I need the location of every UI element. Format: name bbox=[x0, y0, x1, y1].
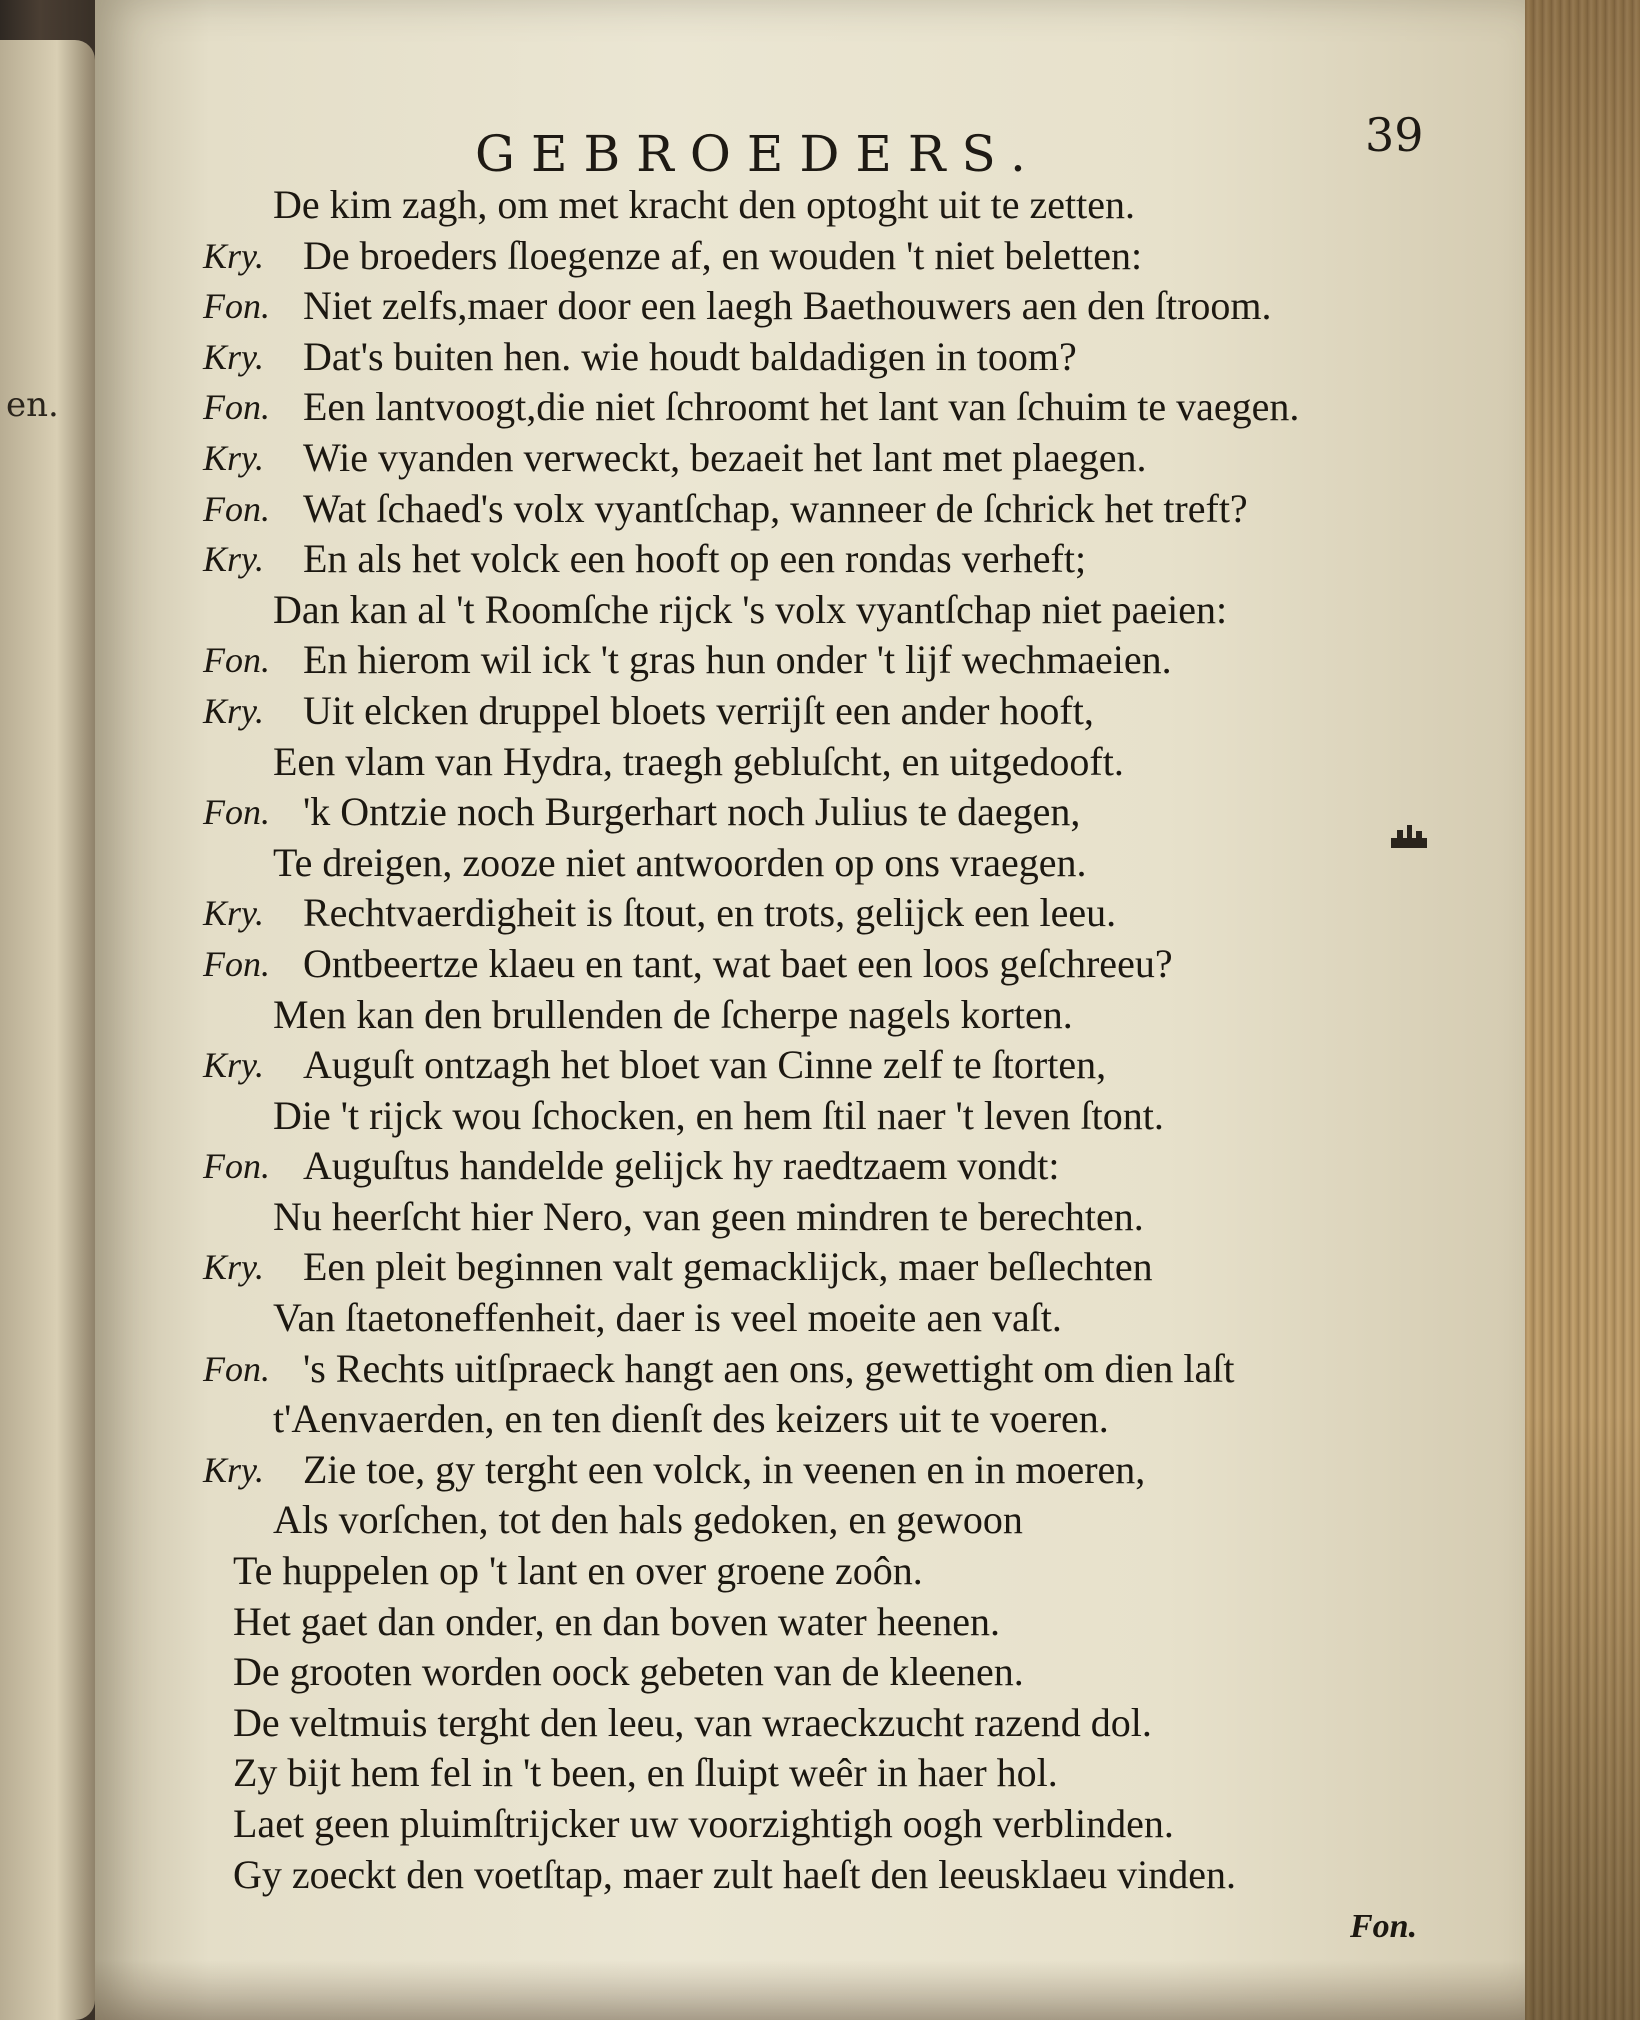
speaker-label: Fon. bbox=[203, 640, 270, 681]
verse-line bbox=[203, 433, 1523, 484]
verse-line bbox=[203, 1141, 1523, 1192]
verse-text: De veltmuis terght den leeu, van wraeckzucht razend dol. bbox=[233, 1699, 1152, 1745]
verse-text: De grooten worden oock gebeten van de kleenen. bbox=[233, 1649, 1024, 1695]
speaker-label: Fon. bbox=[203, 387, 270, 428]
speaker-label: Fon. bbox=[203, 286, 270, 327]
verse-text: Het gaet dan onder, en dan boven water heenen. bbox=[233, 1598, 1000, 1644]
left-page-edge bbox=[0, 40, 95, 2020]
speaker-label: Kry. bbox=[203, 690, 265, 731]
verse-line bbox=[203, 1647, 1523, 1698]
verse-line bbox=[203, 1394, 1523, 1445]
verse-text: Niet zelfs,maer door een laegh Baethouwers aen den ſtroom. bbox=[303, 283, 1272, 329]
verse-text: Ontbeertze klaeu en tant, wat baet een loos geſchreeu? bbox=[303, 940, 1173, 986]
verse-line bbox=[203, 484, 1523, 535]
verse-line bbox=[203, 180, 1523, 231]
verse-line bbox=[203, 231, 1523, 282]
verse-text: Gy zoeckt den voetſtap, maer zult haeſt den leeusklaeu vinden. bbox=[233, 1851, 1236, 1897]
verse-text: Die 't rijck wou ſchocken, en hem ſtil naer 't leven ſtont. bbox=[273, 1092, 1164, 1138]
speaker-label: Kry. bbox=[203, 893, 265, 934]
speaker-label: Fon. bbox=[203, 488, 270, 529]
verse-text: En als het volck een hooft op een rondas verheft; bbox=[303, 536, 1087, 582]
verse-line bbox=[203, 1698, 1523, 1749]
verse-line bbox=[203, 1192, 1523, 1243]
verse-line bbox=[203, 737, 1523, 788]
verse-text: Rechtvaerdigheit is ſtout, en trots, gelijck een leeu. bbox=[303, 890, 1117, 936]
verse-text: Nu heerſcht hier Nero, van geen mindren te berechten. bbox=[273, 1193, 1144, 1239]
verse-text: Een lantvoogt,die niet ſchroomt het lant van ſchuim te vaegen. bbox=[303, 384, 1300, 430]
verse-text: En hierom wil ick 't gras hun onder 't lijf wechmaeien. bbox=[303, 637, 1172, 683]
verse-line bbox=[203, 990, 1523, 1041]
verse-text: 's Rechts uitſpraeck hangt aen ons, gewettight om dien laſt bbox=[303, 1345, 1235, 1391]
verse-line bbox=[203, 1546, 1523, 1597]
speaker-label: Fon. bbox=[203, 1146, 270, 1187]
verse-line bbox=[203, 1850, 1523, 1901]
verse-line bbox=[203, 1293, 1523, 1344]
verse-line bbox=[203, 1344, 1523, 1395]
verse-text: Een pleit beginnen valt gemacklijck, maer beſlechten bbox=[303, 1244, 1153, 1290]
verse-line bbox=[203, 888, 1523, 939]
verse-line bbox=[203, 1799, 1523, 1850]
verse-line bbox=[203, 1242, 1523, 1293]
verse-line bbox=[203, 939, 1523, 990]
verse-text: De broeders ſloegenze af, en wouden 't niet beletten: bbox=[303, 232, 1143, 278]
printed-page bbox=[95, 0, 1525, 2020]
verse-line bbox=[203, 686, 1523, 737]
catchword: Fon. bbox=[1350, 1908, 1418, 1945]
speaker-label: Kry. bbox=[203, 1247, 265, 1288]
verse-text: Te dreigen, zooze niet antwoorden op ons vraegen. bbox=[273, 839, 1087, 885]
verse-text: Van ſtaetoneffenheit, daer is veel moeite aen vaſt. bbox=[273, 1295, 1062, 1341]
verse-line bbox=[203, 635, 1523, 686]
verse-line bbox=[203, 1091, 1523, 1142]
verse-line bbox=[203, 1597, 1523, 1648]
speaker-label: Fon. bbox=[203, 943, 270, 984]
fore-edge-shading bbox=[1525, 0, 1640, 2020]
verse-text: Dat's buiten hen. wie houdt baldadigen in toom? bbox=[303, 333, 1077, 379]
speaker-label: Fon. bbox=[203, 792, 270, 833]
verse-text: 'k Ontzie noch Burgerhart noch Julius te daegen, bbox=[303, 789, 1081, 835]
verse-line bbox=[203, 585, 1523, 636]
verse-line bbox=[203, 382, 1523, 433]
verse-text: Men kan den brullenden de ſcherpe nagels korten. bbox=[273, 991, 1073, 1037]
verse-line bbox=[203, 534, 1523, 585]
verse-text: Als vorſchen, tot den hals gedoken, en gewoon bbox=[273, 1497, 1023, 1543]
speaker-label: Kry. bbox=[203, 539, 265, 580]
verse-line bbox=[203, 281, 1523, 332]
verse-text: Wie vyanden verweckt, bezaeit het lant met plaegen. bbox=[303, 434, 1147, 480]
verse-text: Auguſtus handelde gelijck hy raedtzaem vondt: bbox=[303, 1143, 1060, 1189]
verse-block bbox=[203, 180, 1523, 1900]
verse-text: t'Aenvaerden, en ten dienſt des keizers uit te voeren. bbox=[273, 1396, 1109, 1442]
speaker-label: Kry. bbox=[203, 336, 265, 377]
verse-text: De kim zagh, om met kracht den optoght uit te zetten. bbox=[273, 182, 1135, 227]
verse-line bbox=[203, 1748, 1523, 1799]
verse-line bbox=[203, 838, 1523, 889]
speaker-label: Kry. bbox=[203, 437, 265, 478]
verse-text: Zy bijt hem fel in 't been, en ſluipt weêr in haer hol. bbox=[233, 1750, 1058, 1796]
verse-line bbox=[203, 1495, 1523, 1546]
running-head: GEBROEDERS. bbox=[475, 125, 1042, 183]
left-page-fragment: en. bbox=[6, 385, 59, 425]
verse-text: Te huppelen op 't lant en over groene zoôn. bbox=[233, 1548, 923, 1594]
verse-line bbox=[203, 1445, 1523, 1496]
verse-text: Laet geen pluimſtrijcker uw voorzightigh oogh verblinden. bbox=[233, 1801, 1174, 1846]
speaker-label: Kry. bbox=[203, 235, 265, 276]
verse-text: Een vlam van Hydra, traegh gebluſcht, en uitgedooft. bbox=[273, 738, 1124, 784]
verse-text: Uit elcken druppel bloets verrijſt een ander hooft, bbox=[303, 687, 1094, 733]
speaker-label: Fon. bbox=[203, 1348, 270, 1389]
verse-text: Wat ſchaed's volx vyantſchap, wanneer de ſchrick het treft? bbox=[303, 485, 1248, 531]
verse-text: Dan kan al 't Roomſche rijck 's volx vyantſchap niet paeien: bbox=[273, 586, 1228, 632]
speaker-label: Kry. bbox=[203, 1045, 265, 1086]
verse-text: Zie toe, gy terght een volck, in veenen en in moeren, bbox=[303, 1446, 1146, 1492]
verse-line bbox=[203, 787, 1523, 838]
verse-line bbox=[203, 332, 1523, 383]
page-bottom-shadow bbox=[95, 1960, 1525, 2020]
speaker-label: Kry. bbox=[203, 1449, 265, 1490]
verse-line bbox=[203, 1040, 1523, 1091]
page-number: 39 bbox=[1365, 108, 1424, 162]
verse-text: Auguſt ontzagh het bloet van Cinne zelf te ſtorten, bbox=[303, 1042, 1107, 1088]
printer-ornament-icon bbox=[1389, 822, 1429, 850]
